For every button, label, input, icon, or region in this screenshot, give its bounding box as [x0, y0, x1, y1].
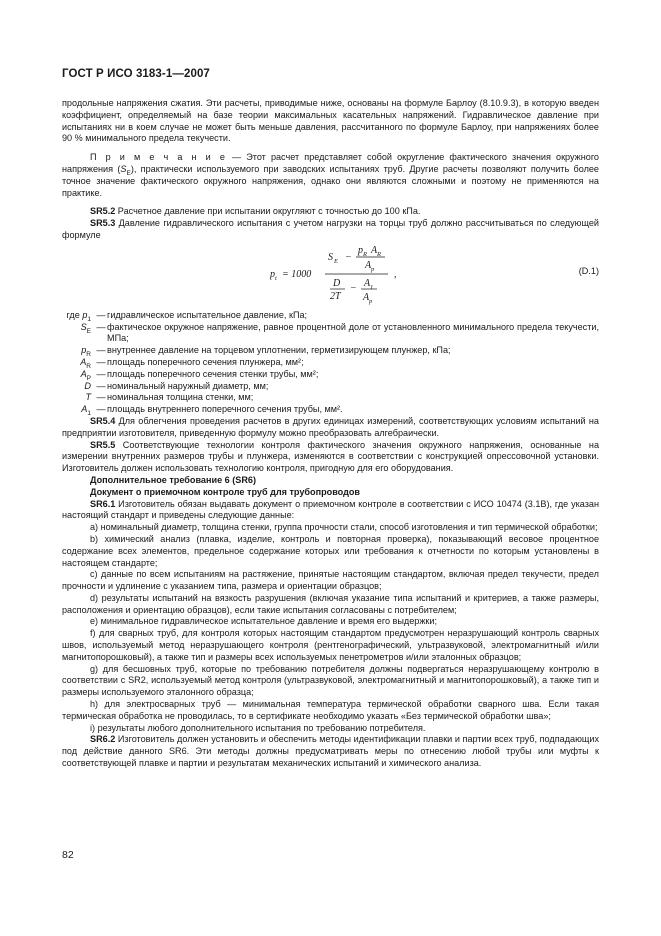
definition-symbol — [62, 404, 95, 416]
list-item: g) для бесшовных труб, которые по требованию потребителя должны подвергаться неразрушающему контролю в соответствии с SR2, используемый метод контроля (ультразвуковой, электромагнитный и магнитопорошковый), а также тип и размеры используемого эталонного образца; — [62, 663, 599, 698]
formula-d1 — [62, 244, 599, 306]
definition-sub: P — [86, 374, 91, 382]
formula-ar-sub: R — [377, 250, 381, 258]
definition-symbol — [62, 381, 95, 393]
definition-dash: — — [96, 392, 106, 403]
section-heading: Дополнительное требование 6 (SR6) — [90, 474, 256, 485]
formula-num-s-sub: E — [334, 257, 338, 265]
definition-dash: — — [96, 321, 106, 332]
definition-row — [62, 345, 599, 357]
definition-sym: D — [84, 380, 91, 391]
clause-text: Расчетное давление при испытании округляют с точностью до 100 кПа. — [115, 206, 421, 217]
section-subheading: Документ о приемочном контроле труб для трубопроводов — [90, 486, 361, 497]
definition-sym: p — [81, 345, 87, 356]
definition-sub: E — [86, 327, 91, 335]
definition-row — [62, 357, 599, 369]
definition-dash: — — [96, 368, 106, 379]
formula-ap-sub: p — [371, 265, 375, 273]
note-symbol-sub: E — [126, 169, 131, 177]
definition-row — [62, 322, 599, 346]
definition-symbol — [62, 357, 95, 369]
definition-text: площадь поперечного сечения стенки трубы, мм²; — [107, 368, 319, 379]
formula-ap2: A — [363, 291, 370, 303]
definition-symbol — [62, 322, 95, 346]
clause-label: SR6.1 — [90, 498, 116, 509]
definition-sub: 1 — [87, 409, 91, 417]
formula-pr: p — [358, 244, 363, 256]
clause-sr53 — [62, 218, 599, 242]
formula-lhs: p — [270, 268, 275, 280]
definition-sub: 1 — [87, 315, 91, 323]
definition-row — [62, 310, 599, 322]
page-number: 82 — [62, 849, 74, 861]
formula-ar: A — [371, 244, 378, 256]
list-item: e) минимальное гидравлическое испытательное давление и время его выдержки; — [90, 616, 437, 627]
formula-num-s: S — [328, 251, 333, 263]
clause-sr55 — [62, 440, 599, 475]
definition-sub: R — [86, 350, 91, 358]
clause-sr62 — [62, 734, 599, 769]
definition-sym: p — [82, 309, 88, 320]
clause-text: Соответствующие технологии контроля фактического значения окружного напряжения, основанные на измерении внутренних размеров трубы и плунжера, изменяются в соответствии с конструкцией опрессовочной установки. Изготовитель должен использовать технологию контроля, пригодную для его оборудования. — [62, 439, 599, 474]
formula-ap: A — [365, 259, 372, 271]
clause-sr52 — [62, 206, 599, 218]
definitions-list — [62, 310, 599, 416]
definition-sym: S — [80, 321, 87, 332]
definition-row — [62, 369, 599, 381]
definition-dash: — — [96, 404, 106, 415]
clause-text: Для облегчения проведения расчетов в других единицах измерений, соответствующих условиям испытаний на предприятии изготовителя, приведенную формулу можно преобразовать алгебраически. — [62, 415, 599, 438]
clause-label: SR5.3 — [90, 218, 116, 229]
clause-text: Давление гидравлического испытания с учетом нагрузки на торцы труб должно рассчитываться по следующей формуле — [62, 218, 599, 240]
clause-sr54 — [62, 416, 599, 440]
definition-dash: — — [96, 380, 106, 391]
formula-number: (D.1) — [578, 265, 599, 276]
clause-label: SR6.2 — [90, 734, 116, 745]
clause-text: Изготовитель должен установить и обеспечить методы идентификации плавки и партии всех труб, подпадающих под действие данного SR6. Эти методы должны предусматривать меры по отнесению любой трубы или муфты к соответствующей плавке и партии и результатам механических испытаний и химического анализа. — [62, 734, 599, 769]
definition-sym: A — [80, 368, 87, 379]
formula-ap2-sub: p — [369, 297, 373, 305]
definition-sym: A — [80, 356, 87, 367]
definition-dash: — — [96, 345, 106, 356]
formula-lhs-sub: t — [275, 274, 277, 282]
definition-row — [62, 404, 599, 416]
note-text: ), практически используемого при заводских испытаниях труб. Другие расчеты позволяют получить более точное значение фактического окружного напряжения, однако они являются сложными и поэтому не применяются на практике. — [62, 163, 599, 198]
list-item: i) результаты любого дополнительного испытания по требованию потребителя. — [90, 722, 426, 733]
formula-a1: A — [364, 277, 371, 289]
formula-2t: 2T — [330, 290, 341, 302]
definition-row — [62, 392, 599, 404]
definition-dash: — — [96, 356, 106, 367]
definition-sym: T — [85, 392, 91, 403]
list-item: c) данные по всем испытаниям на растяжение, принятые настоящим стандартом, включая предел текучести, предел прочности и удлинение с указанием типа, размера и ориентации образцов; — [62, 569, 599, 592]
note-paragraph — [62, 152, 599, 199]
list-item: a) номинальный диаметр, толщина стенки, группа прочности стали, способ изготовления и тип термической обработки; — [90, 522, 598, 533]
paragraph: продольные напряжения сжатия. Эти расчеты, приводимые ниже, основаны на формуле Барлоу (8.10.9.3), в которую введен коэффициент, определяемый на базе теории максимальных касательных напряжений. Гидравлическое давление при испытаниях ни в коем случае не может быть меньше давления, рассчитанного по формуле Барлоу, при напряжениях более 90 % минимального предела текучести. — [62, 98, 599, 144]
list-item: d) результаты испытаний на вязкость разрушения (включая указание типа испытаний и критериев, а также размеры, расположения и ориентацию образцов), если такие испытания согласованы с потребителем; — [62, 592, 599, 615]
formula-minus: − — [350, 282, 357, 294]
clause-label: SR5.5 — [90, 439, 116, 450]
definition-text: фактическое окружное напряжение, равное процентной доле от установленного минимального предела текучести, МПа; — [107, 321, 599, 344]
formula-coef: = 1000 — [282, 268, 312, 280]
definition-sym: A — [81, 404, 88, 415]
definition-symbol — [62, 392, 95, 404]
definition-text: внутреннее давление на торцевом уплотнении, герметизирующем плунжер, кПа; — [107, 345, 451, 356]
clause-label: SR5.4 — [90, 415, 116, 426]
document-body — [62, 98, 599, 770]
formula-comma: , — [394, 268, 397, 280]
list-item: b) химический анализ (плавка, изделие, контроль и повторная проверка), показывающий весовое процентное содержание всех элементов, предельное содержание которых или требования к отчетности по которым установлены в настоящем стандарте; — [62, 533, 599, 568]
formula-d: D — [333, 277, 341, 289]
definition-text: номинальный наружный диаметр, мм; — [107, 380, 269, 391]
clause-label: SR5.2 — [90, 206, 116, 217]
definition-text: гидравлическое испытательное давление, кПа; — [107, 309, 308, 320]
formula-a1-sub: 1 — [370, 283, 374, 291]
definition-prefix: где — [66, 309, 83, 320]
definition-sub: R — [86, 362, 91, 370]
formula-minus: − — [345, 251, 352, 263]
definition-symbol — [62, 345, 95, 357]
clause-sr61 — [62, 499, 599, 523]
list-item: f) для сварных труб, для контроля которых настоящим стандартом предусмотрен неразрушающий контроль сварных швов, используемый метод неразрушающего контроля (рентгенографический, ультразвуковой, электромагнитный и/или магнитопорошковый), а также тип и размеры всех используемых пенетрометров и/или эталонных образцов; — [62, 628, 599, 662]
definition-symbol — [62, 369, 95, 381]
definition-text: номинальная толщина стенки, мм; — [107, 392, 254, 403]
definition-dash: — — [96, 309, 106, 320]
note-symbol: S — [120, 163, 127, 174]
document-header: ГОСТ Р ИСО 3183-1—2007 — [62, 68, 210, 80]
note-label: П р и м е ч а н и е — [90, 152, 227, 163]
formula-pr-sub: R — [363, 250, 367, 258]
clause-text: Изготовитель обязан выдавать документ о приемочном контроле в соответствии с ИСО 10474 (3.1B), где указан настоящий стандарт и приведены следующие данные: — [62, 498, 599, 521]
definition-symbol — [62, 310, 95, 322]
definition-text: площадь внутреннего поперечного сечения трубы, мм². — [107, 404, 343, 415]
note-text: — Этот расчет представляет собой округление фактического значения окружного напряжения ( — [62, 152, 599, 174]
definition-row — [62, 381, 599, 393]
definition-text: площадь поперечного сечения плунжера, мм²; — [107, 356, 304, 367]
list-item: h) для электросварных труб — минимальная температура термической обработки сварного шва. Если такая термическая обработка не проводилась, то в сертификате необходимо указать «Без термической обработки шва»; — [62, 699, 599, 721]
formula-graphic — [270, 244, 460, 306]
